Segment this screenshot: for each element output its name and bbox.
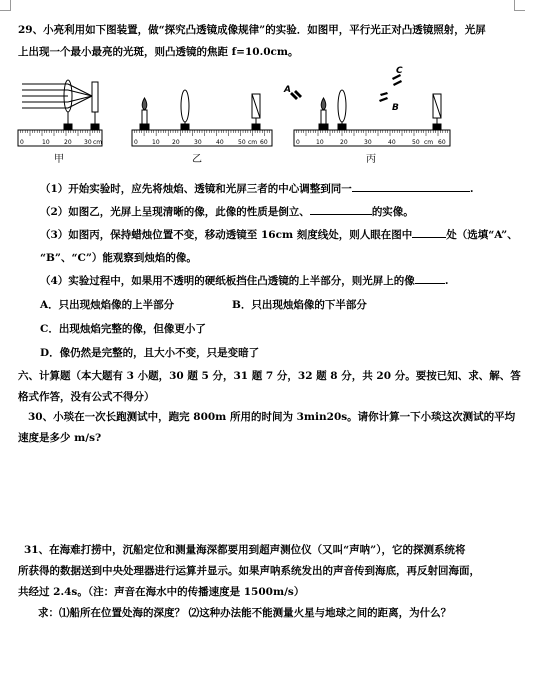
ruler-ticks-0 xyxy=(18,130,102,136)
q29-sub3-text-end: 处（选填“A”、 xyxy=(446,229,518,241)
figure-jia xyxy=(18,80,102,146)
ruler-bing-label-60: 60 xyxy=(438,139,446,146)
ruler-yi-label-cm: cm xyxy=(248,139,258,146)
ruler-jia-label-cm: cm xyxy=(93,139,103,146)
ruler-bing-label-20: 20 xyxy=(340,139,348,146)
q29-sub2-text: （2）如图乙，光屏上呈现清晰的像，此像的性质是倒立、 xyxy=(40,206,310,218)
page-corner-mark xyxy=(0,0,11,11)
q29-sub3 xyxy=(40,227,518,242)
q31-line4: 求：⑴船所在位置处海的深度？ ⑵这种办法能不能测量火星与地球之间的距离，为什么？ xyxy=(38,607,452,619)
q31-line2: 所获得的数据送到中央处理器进行运算并显示。如果声呐系统发出的声音传到海底，再反射回海面， xyxy=(18,565,480,577)
q30-answer-space[interactable] xyxy=(18,452,518,532)
eye-marker-b xyxy=(379,92,388,102)
q29-sub4-answer-blank[interactable] xyxy=(415,273,445,284)
ruler-jia-label-10: 10 xyxy=(42,139,50,146)
ruler-bing-label-10: 10 xyxy=(316,139,324,146)
ruler-yi-label-0: 0 xyxy=(134,139,138,146)
ruler-yi-label-60: 60 xyxy=(260,139,268,146)
q29-sub1-text: （1）开始实验时，应先将烛焰、透镜和光屏三者的中心调整到同一 xyxy=(40,183,352,195)
figure-bing xyxy=(294,90,450,146)
ruler-bing-label-0: 0 xyxy=(296,139,300,146)
q31-line1: 31、在海难打捞中，沉船定位和测量海深都要用到超声测位仪（又叫“声呐”），它的探测系统将 xyxy=(24,544,466,556)
q29-stem-line2: 上出现一个最小最亮的光斑，则凸透镜的焦距 f=10.0cm。 xyxy=(18,46,299,58)
marker-b-label: B xyxy=(392,103,399,113)
figure-caption-jia: 甲 xyxy=(54,154,64,165)
ruler-ticks-2 xyxy=(294,130,450,136)
ruler-jia-label-0: 0 xyxy=(20,139,24,146)
q29-stem-line1: 29、小亮利用如下图装置，做“探究凸透镜成像规律”的实验．如图甲，平行光正对凸透镜照射，光屏 xyxy=(18,24,486,36)
q29-sub1-answer-blank[interactable] xyxy=(352,181,470,192)
figure-caption-yi: 乙 xyxy=(192,154,202,165)
q31-line3: 共经过 2.4s。（注：声音在海水中的传播速度是 1500m/s） xyxy=(18,586,305,598)
ruler-bing-label-50: 50 xyxy=(412,139,420,146)
marker-c-label: C xyxy=(396,66,403,76)
ruler-yi-label-20: 20 xyxy=(172,139,180,146)
ruler-jia-label-30: 30 xyxy=(84,139,92,146)
eye-marker-a xyxy=(290,90,302,100)
figure-caption-bing: 丙 xyxy=(366,154,376,165)
q29-option-a[interactable]: A．只出现烛焰像的上半部分 xyxy=(40,299,175,311)
q29-sub4-end: . xyxy=(444,275,449,287)
q29-sub4-text: （4）实验过程中，如果用不透明的硬纸板挡住凸透镜的上半部分，则光屏上的像 xyxy=(40,275,415,287)
q29-sub3-text: （3）如图丙，保持蜡烛位置不变，移动透镜至 16cm 刻度线处，则人眼在图中 xyxy=(40,229,413,241)
ruler-bing-label-cm: cm xyxy=(424,139,434,146)
q29-sub1-end: . xyxy=(469,183,474,195)
section6-heading-line2: 格式作答，没有公式不得分） xyxy=(18,391,155,403)
q31-answer-space[interactable] xyxy=(18,626,518,686)
ruler-yi-label-30: 30 xyxy=(194,139,202,146)
ruler-yi-label-40: 40 xyxy=(216,139,224,146)
q29-sub3-line2: “B”、“C”）能观察到烛焰的像。 xyxy=(40,252,197,264)
q30-line2: 速度是多少 m/s? xyxy=(18,432,102,444)
marker-a-label: A xyxy=(284,85,291,95)
ruler-bing-label-30: 30 xyxy=(364,139,372,146)
ruler-ticks-1 xyxy=(132,130,272,136)
q29-option-b[interactable]: B．只出现烛焰像的下半部分 xyxy=(232,299,367,311)
ruler-yi-label-10: 10 xyxy=(152,139,160,146)
q29-sub2-answer-blank[interactable] xyxy=(310,204,372,215)
q29-figure xyxy=(14,62,504,174)
figure-yi xyxy=(132,90,272,146)
page-corner-mark-right xyxy=(514,0,525,11)
q29-sub2-text-end: 的实像。 xyxy=(371,206,414,218)
q29-sub2 xyxy=(40,204,414,219)
q29-option-c[interactable]: C．出现烛焰完整的像，但像更小了 xyxy=(40,323,206,335)
q29-sub1 xyxy=(40,181,473,196)
ruler-jia-label-20: 20 xyxy=(64,139,72,146)
q30-line1: 30、小琰在一次长跑测试中，跑完 800m 所用的时间为 3min20s。请你计算一下小琰这次测试的平均 xyxy=(28,411,516,423)
q29-sub3-answer-blank[interactable] xyxy=(412,227,446,238)
q29-sub4 xyxy=(40,273,448,288)
q29-option-d[interactable]: D．像仍然是完整的，且大小不变，只是变暗了 xyxy=(40,347,260,359)
ruler-bing-label-40: 40 xyxy=(388,139,396,146)
section6-heading-line1: 六、计算题（本大题有 3 小题，30 题 5 分，31 题 7 分，32 题 8 分，共 20 分。要按已知、求、解、答 xyxy=(18,370,521,382)
ruler-yi-label-50: 50 xyxy=(238,139,246,146)
